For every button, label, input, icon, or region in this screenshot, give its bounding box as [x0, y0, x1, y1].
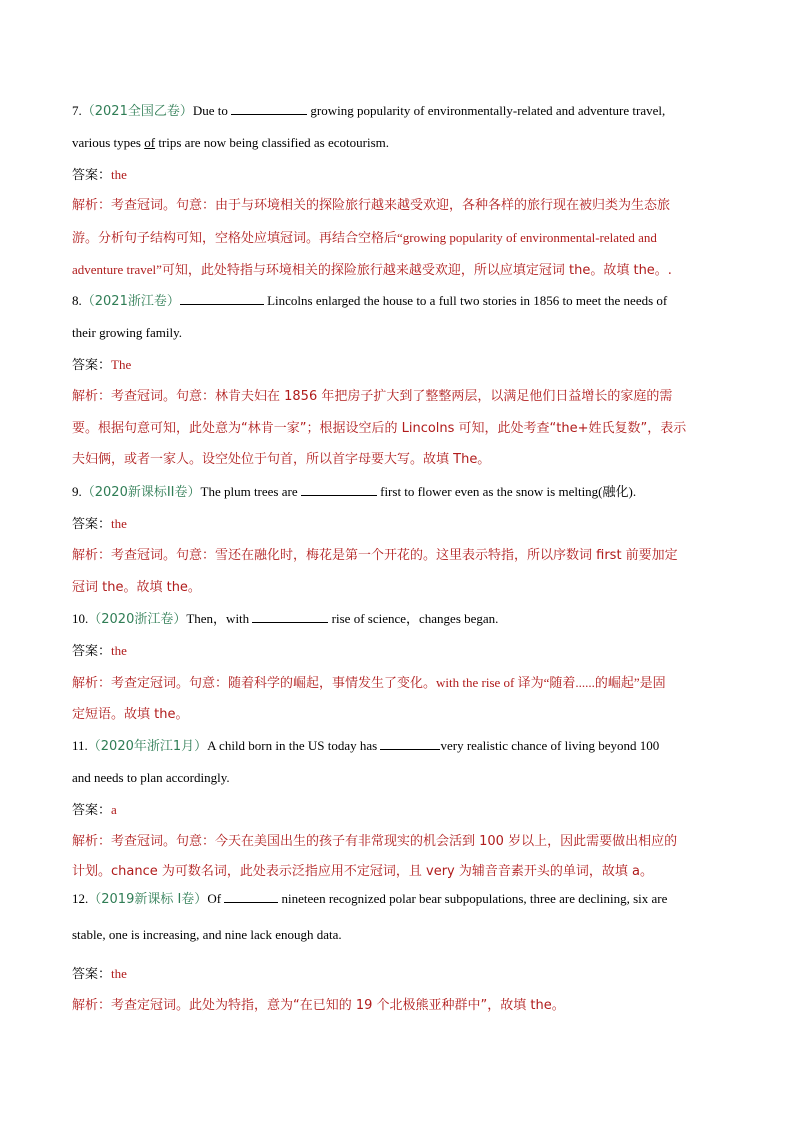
question-source: （2020浙江卷）	[88, 612, 187, 627]
explanation-8-line2: 要。根据句意可知，此处意为“林肯一家”；根据设空后的 Lincolns 可知，此处考查“the+姓氏复数”，表示	[72, 421, 687, 436]
question-12	[72, 890, 722, 909]
explanation-10-line1	[72, 674, 722, 693]
explanation-12-line1: 解析：考查定冠词。此处为特指，意为“在已知的 19 个北极熊亚种群中”，故填 the。	[72, 998, 565, 1013]
explanation-text: 游。分析句子结构可知，空格处应填冠词。再结合空格后	[72, 231, 398, 246]
question-12-line2: stable, one is increasing, and nine lack enough data.	[72, 927, 342, 942]
question-11-line2: and needs to plan accordingly.	[72, 770, 230, 785]
question-8	[72, 292, 722, 311]
question-7-line2	[72, 134, 722, 152]
answer-10	[72, 642, 722, 661]
answer-label: 答案：	[72, 168, 112, 183]
explanation-text: “growing popularity of environmental-related and	[397, 230, 657, 245]
answer-8	[72, 356, 722, 375]
answer-label: 答案：	[72, 358, 112, 373]
question-text: Due to	[192, 103, 232, 118]
question-text: first to flower even as the snow is melting(融化).	[376, 484, 637, 499]
answer-value: the	[111, 966, 127, 981]
answer-label: 答案：	[72, 967, 112, 982]
answer-11	[72, 801, 722, 820]
question-number: 10.	[72, 611, 89, 626]
explanation-7-line3	[72, 261, 722, 280]
question-text: Lincolns enlarged the house to a full two stories in 1856 to meet the needs of	[263, 293, 668, 308]
question-10	[72, 610, 722, 629]
question-number: 7.	[72, 103, 82, 118]
question-8-line2: their growing family.	[72, 325, 182, 340]
question-number: 11.	[72, 738, 88, 753]
answer-value: a	[111, 802, 117, 817]
question-source: （2020新课标II卷）	[81, 485, 201, 500]
explanation-8-line3: 夫妇俩，或者一家人。设空处位于句首，所以首字母要大写。故填 The。	[72, 452, 491, 467]
question-text: A child born in the US today has	[207, 738, 381, 753]
answer-9	[72, 515, 722, 534]
answer-blank	[252, 610, 328, 623]
question-source: （2021浙江卷）	[81, 294, 180, 309]
explanation-8-line1: 解析：考查冠词。句意：林肯夫妇在 1856 年把房子扩大到了整整两层，以满足他们日益增长的家庭的需	[72, 389, 673, 404]
explanation-9-line2: 冠词 the。故填 the。	[72, 580, 201, 595]
answer-label: 答案：	[72, 803, 112, 818]
answer-label: 答案：	[72, 517, 112, 532]
answer-blank	[231, 102, 307, 115]
answer-value: the	[111, 516, 127, 531]
question-number: 9.	[72, 484, 82, 499]
question-source: （2020年浙江1月）	[87, 739, 208, 754]
explanation-text: 解析：考查定冠词。句意：随着科学的崛起，事情发生了变化。	[72, 676, 437, 691]
answer-blank	[180, 292, 264, 305]
question-9	[72, 483, 722, 502]
question-text: rise of science，changes began.	[328, 611, 499, 626]
question-text: very realistic chance of living beyond 100	[440, 738, 660, 753]
answer-blank	[224, 890, 278, 903]
answer-12	[72, 965, 722, 984]
explanation-10-line2: 定短语。故填 the。	[72, 707, 189, 722]
question-number: 12.	[72, 891, 89, 906]
explanation-11-line1: 解析：考查冠词。句意：今天在美国出生的孩子有非常现实的机会活到 100 岁以上，因此需要做出相应的	[72, 834, 678, 849]
explanation-7-line1: 解析：考查冠词。句意：由于与环境相关的探险旅行越来越受欢迎，各种各样的旅行现在被归类为生态旅	[72, 198, 671, 213]
question-source: （2019新课标 I卷）	[88, 892, 208, 907]
question-number: 8.	[72, 293, 82, 308]
question-text: Then，with	[186, 611, 253, 626]
answer-value: the	[111, 643, 127, 658]
question-text: The plum trees are	[200, 484, 301, 499]
question-11	[72, 737, 722, 756]
answer-blank	[380, 737, 440, 750]
answer-value: the	[111, 167, 127, 182]
explanation-7-line2	[72, 229, 722, 248]
explanation-text: with the rise of 译为“随着......的崛起”是固	[436, 675, 666, 690]
answer-blank	[301, 483, 377, 496]
explanation-text: 可知，此处特指与环境相关的探险旅行越来越受欢迎，所以应填定冠词 the。故填 the。.	[161, 263, 672, 278]
question-7	[72, 102, 722, 121]
answer-label: 答案：	[72, 644, 112, 659]
question-text: various types	[72, 135, 145, 150]
explanation-9-line1: 解析：考查冠词。句意：雪还在融化时，梅花是第一个开花的。这里表示特指，所以序数词 first 前要加定	[72, 548, 678, 563]
answer-value: The	[111, 357, 132, 372]
question-text: nineteen recognized polar bear subpopulations, three are declining, six are	[278, 891, 668, 906]
answer-7	[72, 166, 722, 185]
question-text: trips are now being classified as ecotourism.	[155, 135, 389, 150]
question-text: of	[144, 135, 156, 150]
explanation-text: adventure travel”	[72, 262, 162, 277]
question-text: Of	[207, 891, 225, 906]
question-text: growing popularity of environmentally-related and adventure travel,	[307, 103, 666, 118]
explanation-11-line2: 计划。chance 为可数名词，此处表示泛指应用不定冠词，且 very 为辅音音素开头的单词，故填 a。	[72, 864, 653, 879]
question-source: （2021全国乙卷）	[81, 104, 193, 119]
